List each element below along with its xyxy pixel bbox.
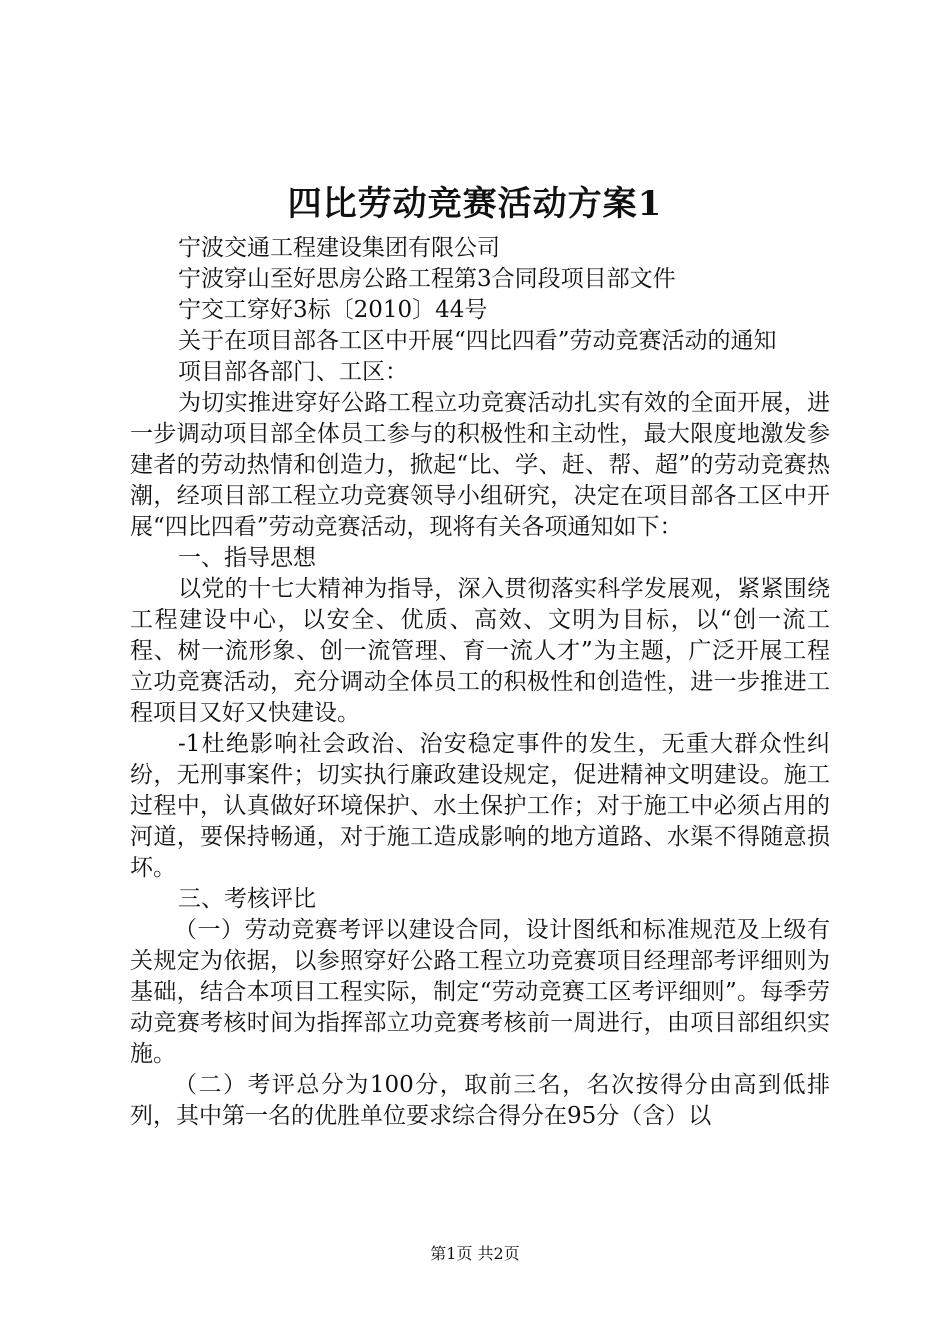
- issuer-company: 宁波交通工程建设集团有限公司: [178, 235, 500, 261]
- page-footer: 第1页 共2页: [430, 1244, 520, 1263]
- notice-subject: 关于在项目部各工区中开展“四比四看”劳动竞赛活动的通知: [178, 328, 777, 354]
- document-title: 四比劳动竞赛活动方案1: [287, 184, 663, 224]
- paragraph-stability: -1杜绝影响社会政治、治安稳定事件的发生，无重大群众性纠纷，无刑事案件；切实执行廉政建设规定，促进精神文明建设。施工过程中，认真做好环境保护、水土保护工作；对于施工中必须占用的河道，要保持畅通，对于施工造成影响的地方道路、水渠不得随意损坏。: [130, 731, 830, 881]
- paragraph-guiding-thought: 以党的十七大精神为指导，深入贯彻落实科学发展观，紧紧围绕工程建设中心，以安全、优质、高效、文明为目标，以“创一流工程、树一流形象、创一流管理、育一流人才”为主题，广泛开展工程立功竞赛活动，充分调动全体员工的积极性和创造性，进一步推进工程项目又好又快建设。: [130, 576, 830, 726]
- paragraph-evaluation-2: （二）考评总分为100分，取前三名，名次按得分由高到低排列，其中第一名的优胜单位要求综合得分在95分（含）以: [130, 1072, 830, 1129]
- issuer-department: 宁波穿山至好思房公路工程第3合同段项目部文件: [178, 266, 676, 292]
- paragraph-evaluation-1: （一）劳动竞赛考评以建设合同，设计图纸和标准规范及上级有关规定为依据，以参照穿好公路工程立功竞赛项目经理部考评细则为基础，结合本项目工程实际，制定“劳动竞赛工区考评细则”。每季劳动竞赛考核时间为指挥部立功竞赛考核前一周进行，由项目部组织实施。: [130, 917, 830, 1067]
- paragraph-intro: 为切实推进穿好公路工程立功竞赛活动扎实有效的全面开展，进一步调动项目部全体员工参与的积极性和主动性，最大限度地激发参建者的劳动热情和创造力，掀起“比、学、赶、帮、超”的劳动竞赛热潮，经项目部工程立功竞赛领导小组研究，决定在项目部各工区中开展“四比四看”劳动竞赛活动，现将有关各项通知如下：: [130, 390, 830, 540]
- section-heading-3: 三、考核评比: [178, 886, 316, 912]
- document-body: [130, 233, 830, 1132]
- document-number: 宁交工穿好3标〔2010〕44号: [178, 297, 488, 323]
- section-heading-1: 一、指导思想: [178, 545, 316, 571]
- addressee: 项目部各部门、工区：: [178, 359, 408, 385]
